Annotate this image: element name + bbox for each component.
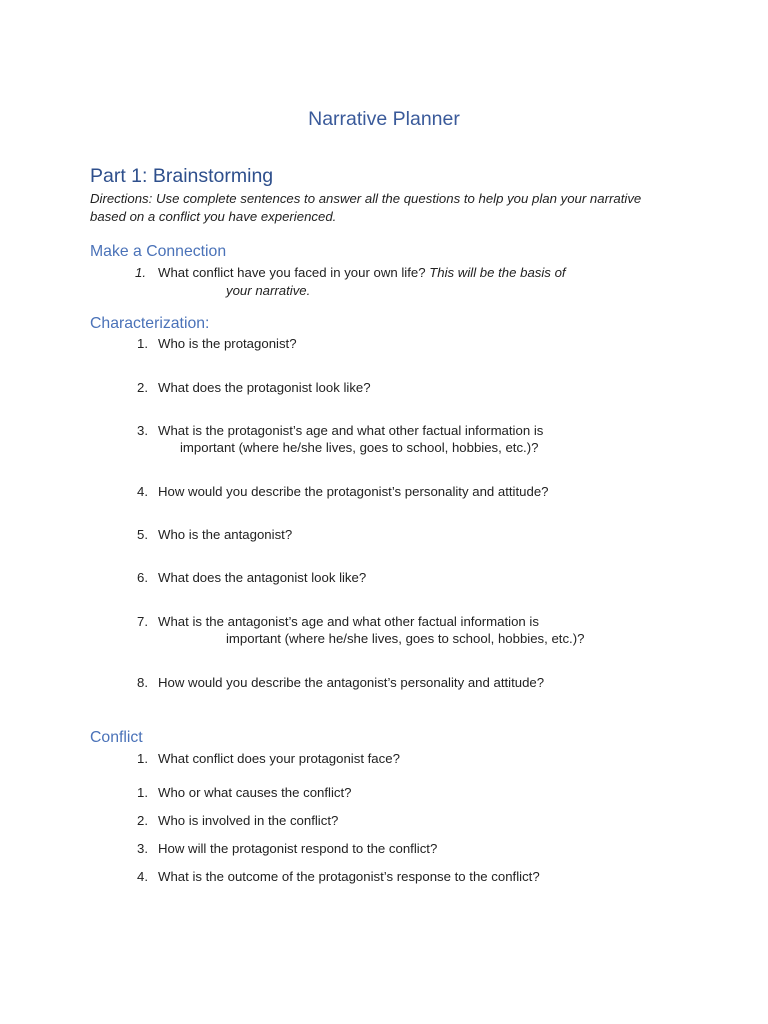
char-item-8-number: 8. [137,675,148,690]
char-item-7-number: 7. [137,614,148,629]
char-item-1-number: 1. [137,336,148,351]
connection-heading: Make a Connection [90,243,227,260]
char-item-3-number: 3. [137,423,148,438]
conflict-item-2-number: 1. [137,785,148,800]
char-item-5: Who is the antagonist? [158,527,293,542]
directions-line-2: based on a conflict you have experienced. [90,208,337,224]
characterization-heading: Characterization: [90,315,210,332]
conflict-item-4: How will the protagonist respond to the conflict? [158,841,438,856]
char-item-3-cont: important (where he/she lives, goes to school, hobbies, etc.)? [180,440,539,455]
char-item-4-number: 4. [137,484,148,499]
char-item-2-number: 2. [137,380,148,395]
document-title: Narrative Planner [308,108,460,130]
conflict-heading: Conflict [90,729,143,746]
char-item-2: What does the protagonist look like? [158,380,371,395]
part-heading: Part 1: Brainstorming [90,165,274,187]
conflict-item-2: Who or what causes the conflict? [158,785,352,800]
conflict-item-4-number: 3. [137,841,148,856]
conflict-item-1: What conflict does your protagonist face? [158,751,400,766]
char-item-5-number: 5. [137,527,148,542]
char-item-7-cont: important (where he/she lives, goes to school, hobbies, etc.)? [226,631,585,646]
connection-item-text: What conflict have you faced in your own life? [158,265,426,280]
connection-item-note-cont: your narrative. [226,283,311,298]
conflict-item-5-number: 4. [137,869,148,884]
connection-item-note: This will be the basis of [429,265,566,280]
conflict-item-3-number: 2. [137,813,148,828]
connection-item-number: 1. [135,265,146,280]
conflict-item-5: What is the outcome of the protagonist’s response to the conflict? [158,869,540,884]
char-item-8: How would you describe the antagonist’s personality and attitude? [158,675,545,690]
char-item-7: What is the antagonist’s age and what other factual information is [158,614,539,629]
char-item-4: How would you describe the protagonist’s personality and attitude? [158,484,549,499]
connection-item [158,265,566,280]
char-item-6: What does the antagonist look like? [158,570,367,585]
conflict-item-3: Who is involved in the conflict? [158,813,339,828]
directions-text [90,190,690,225]
char-item-6-number: 6. [137,570,148,585]
char-item-3: What is the protagonist’s age and what other factual information is [158,423,544,438]
conflict-item-1-number: 1. [137,751,148,766]
directions-line-1: Directions: Use complete sentences to answer all the questions to help you plan your narrative [90,191,642,206]
char-item-1: Who is the protagonist? [158,336,297,351]
